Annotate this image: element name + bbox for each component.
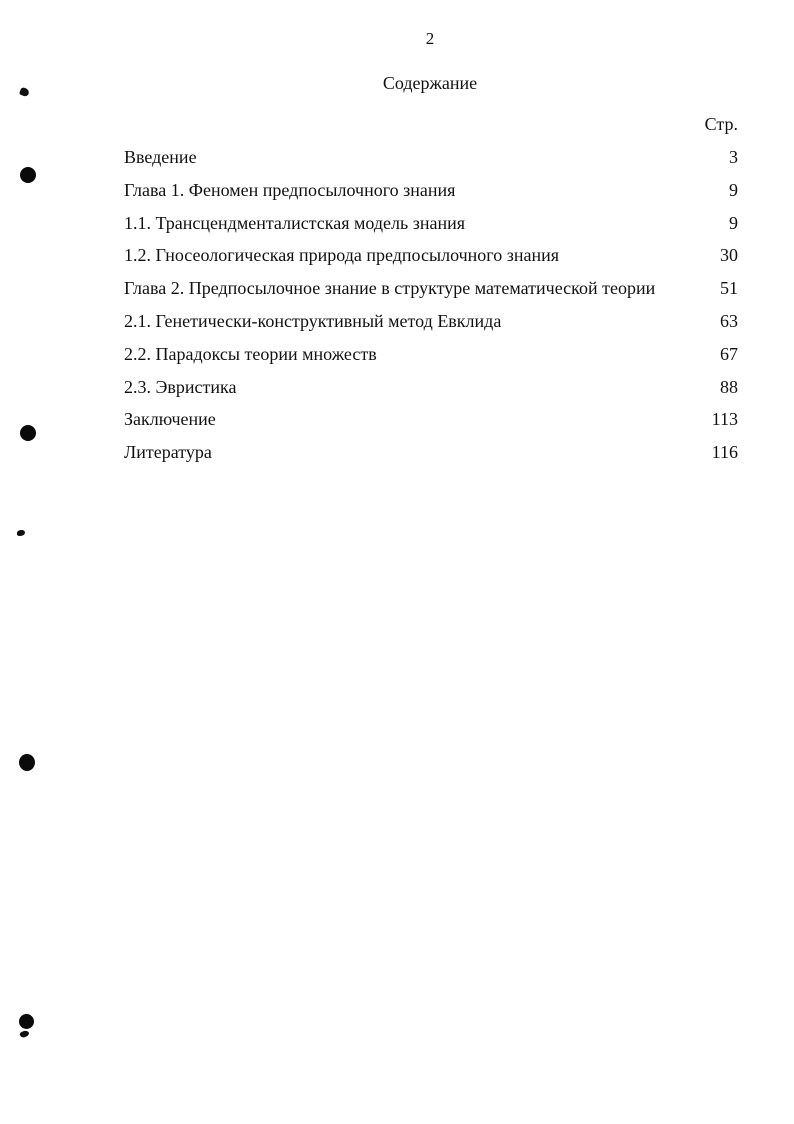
- punch-hole: [19, 754, 35, 771]
- toc-entry-page: 88: [720, 376, 738, 397]
- toc-entry-title: Литература: [124, 442, 212, 463]
- toc-entry-title: 1.2. Гносеологическая природа предпосылочного знания: [124, 245, 559, 266]
- scan-speck: [17, 530, 25, 536]
- punch-hole: [20, 167, 36, 183]
- toc-entry-title: 2.1. Генетически-конструктивный метод Евклида: [124, 310, 502, 331]
- toc-entry-title: Введение: [124, 147, 197, 167]
- toc-entry-section-1-1: [124, 211, 738, 244]
- toc-entry-title: 1.1. Трансцендменталистская модель знания: [124, 212, 465, 233]
- toc-entry-section-2-3: [124, 375, 738, 408]
- toc-entry-page: 9: [729, 212, 738, 233]
- punch-hole: [19, 1014, 34, 1029]
- punch-hole: [20, 425, 36, 441]
- table-of-contents: [124, 145, 738, 473]
- toc-entry-conclusion: [124, 407, 738, 440]
- toc-entry-title: Глава 2. Предпосылочное знание в структуре математической теории: [124, 278, 656, 299]
- toc-entry-page: 3: [729, 147, 738, 167]
- toc-entry-title: Глава 1. Феномен предпосылочного знания: [124, 179, 456, 200]
- toc-entry-page: 30: [720, 245, 738, 266]
- toc-entry-title: 2.2. Парадоксы теории множеств: [124, 343, 377, 364]
- toc-entry-chapter-2: [124, 276, 738, 309]
- toc-entry-page: 9: [729, 179, 738, 200]
- toc-entry-page: 67: [720, 343, 738, 364]
- toc-entry-title: 2.3. Эвристика: [124, 376, 237, 397]
- scan-speck: [19, 1029, 30, 1038]
- toc-entry-page: 113: [711, 409, 738, 430]
- toc-entry-page: 63: [720, 310, 738, 331]
- page-column-header: Стр.: [704, 114, 738, 134]
- toc-entry-section-1-2: [124, 243, 738, 276]
- toc-entry-section-2-1: [124, 309, 738, 342]
- toc-entry-section-2-2: [124, 342, 738, 375]
- page-number: 2: [425, 29, 435, 48]
- toc-entry-page: 116: [711, 442, 738, 463]
- toc-entry-introduction: [124, 145, 738, 178]
- toc-entry-title: Заключение: [124, 409, 216, 430]
- toc-entry-chapter-1: [124, 178, 738, 211]
- toc-entry-literature: [124, 440, 738, 473]
- toc-entry-page: 51: [720, 278, 738, 299]
- toc-title: Содержание: [382, 73, 478, 93]
